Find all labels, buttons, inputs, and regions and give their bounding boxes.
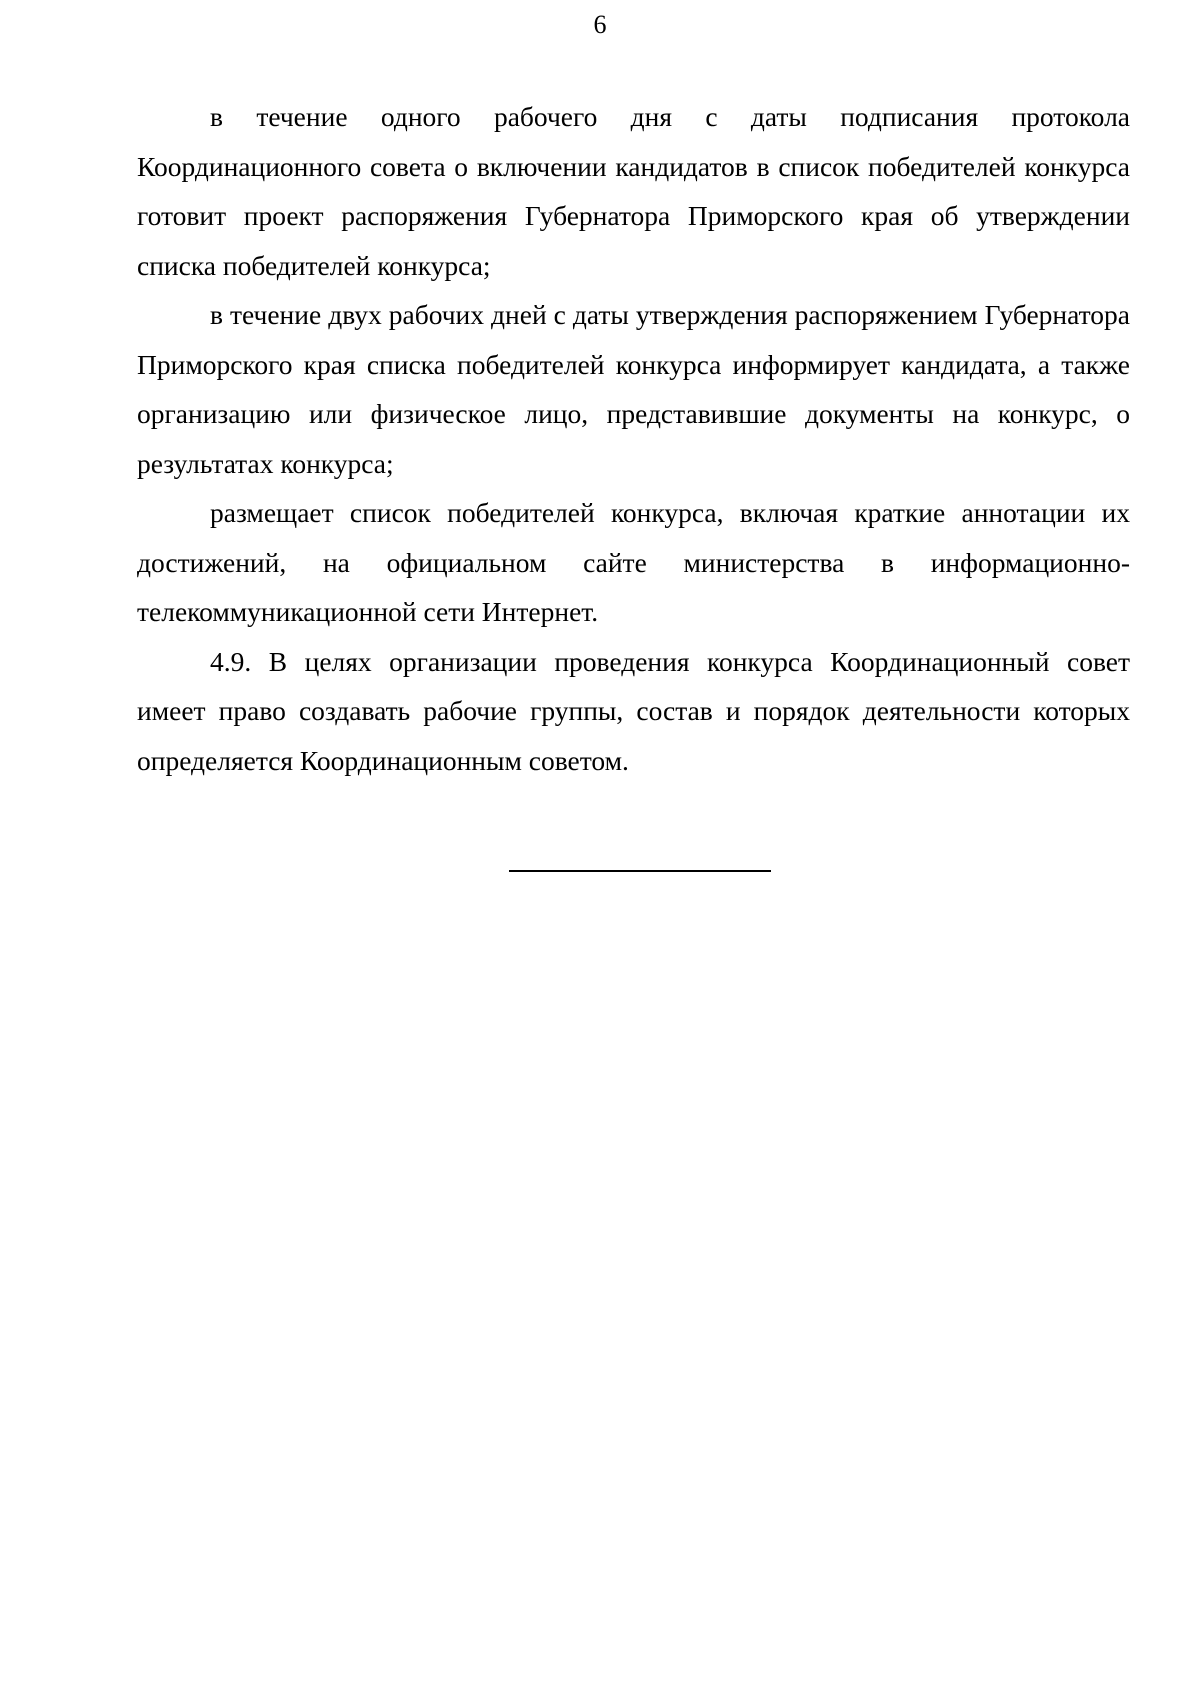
paragraph-inform-candidate: в течение двух рабочих дней с даты утверждения распоряжением Губернатора Приморского края списка победителей конкурса информирует кандидата, а также организацию или физическое лицо, представившие документы на конкурс, о результатах конкурса; xyxy=(137,299,1130,479)
paragraph-publish-winners: размещает список победителей конкурса, включая краткие аннотации их достижений, на официальном сайте министерства в информационно-телекоммуникационной сети Интернет. xyxy=(137,497,1130,627)
document-body xyxy=(137,92,1130,785)
paragraph-protocol-deadline: в течение одного рабочего дня с даты подписания протокола Координационного совета о включении кандидатов в список победителей конкурса готовит проект распоряжения Губернатора Приморского края об утверждении списка победителей конкурса; xyxy=(137,101,1130,281)
paragraph-working-groups: 4.9. В целях организации проведения конкурса Координационный совет имеет право создавать рабочие группы, состав и порядок деятельности которых определяется Координационным советом. xyxy=(137,645,1130,776)
end-divider-line xyxy=(509,870,771,872)
page-number: 6 xyxy=(593,10,607,39)
